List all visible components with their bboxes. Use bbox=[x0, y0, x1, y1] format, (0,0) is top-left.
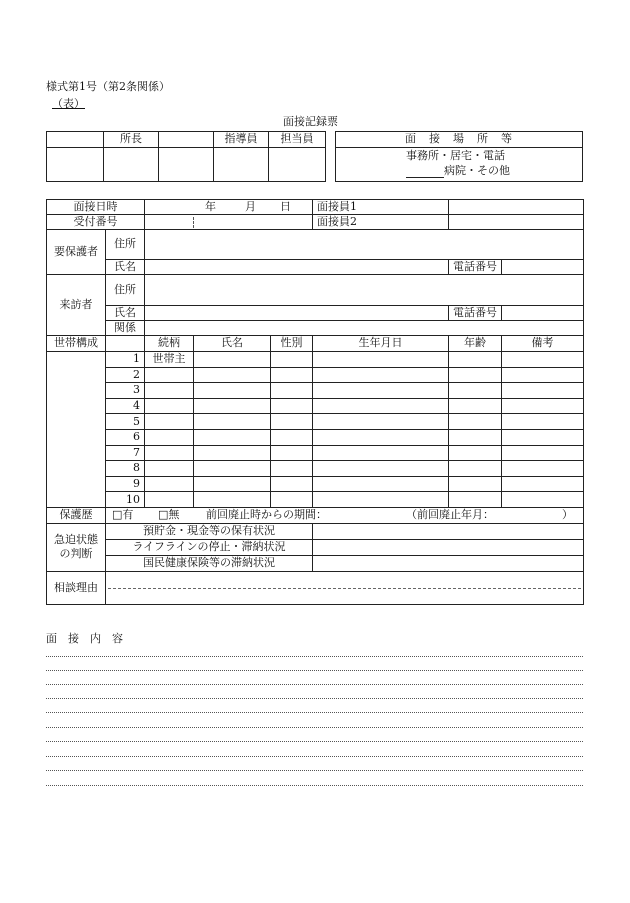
row-number: 7 bbox=[106, 445, 145, 461]
table-cell[interactable] bbox=[449, 414, 502, 430]
content-line bbox=[46, 656, 583, 657]
table-cell[interactable] bbox=[145, 461, 194, 477]
table-cell[interactable] bbox=[145, 476, 194, 492]
table-cell[interactable] bbox=[194, 414, 271, 430]
table-cell[interactable] bbox=[271, 414, 313, 430]
stamp-cell[interactable] bbox=[47, 148, 104, 182]
table-cell[interactable] bbox=[449, 429, 502, 445]
name-label: 氏名 bbox=[106, 260, 145, 275]
table-cell[interactable] bbox=[194, 383, 271, 399]
insurance-field[interactable] bbox=[313, 555, 584, 571]
table-cell[interactable] bbox=[271, 398, 313, 414]
table-cell[interactable] bbox=[145, 429, 194, 445]
last-abolished-label: （前回廃止年月： bbox=[406, 507, 494, 521]
table-cell[interactable] bbox=[271, 445, 313, 461]
table-cell[interactable] bbox=[194, 429, 271, 445]
table-cell[interactable] bbox=[502, 492, 584, 508]
table-cell[interactable] bbox=[502, 461, 584, 477]
reception-no-field[interactable] bbox=[145, 215, 313, 230]
table-row bbox=[47, 476, 584, 492]
table-cell[interactable] bbox=[449, 352, 502, 368]
col-relation: 続柄 bbox=[145, 336, 194, 352]
table-cell[interactable] bbox=[194, 352, 271, 368]
table-cell[interactable] bbox=[502, 398, 584, 414]
table-cell[interactable] bbox=[194, 367, 271, 383]
place-title: 面 接 場 所 等 bbox=[336, 132, 583, 148]
table-cell[interactable] bbox=[313, 398, 449, 414]
form-number: 様式第1号（第2条関係） bbox=[46, 80, 170, 93]
table-cell[interactable] bbox=[313, 492, 449, 508]
relation-label: 関係 bbox=[106, 321, 145, 336]
address-label: 住所 bbox=[106, 275, 145, 306]
table-cell[interactable] bbox=[502, 414, 584, 430]
table-row bbox=[47, 383, 584, 399]
approval-table bbox=[46, 131, 326, 182]
content-line bbox=[46, 756, 583, 757]
head-of-household: 世帯主 bbox=[145, 352, 194, 368]
table-cell[interactable] bbox=[313, 445, 449, 461]
row-number: 8 bbox=[106, 461, 145, 477]
main-form-table bbox=[46, 199, 584, 605]
table-row bbox=[47, 429, 584, 445]
content-line bbox=[46, 670, 583, 671]
table-cell[interactable] bbox=[194, 492, 271, 508]
stamp-cell[interactable] bbox=[214, 148, 269, 182]
row-number: 3 bbox=[106, 383, 145, 399]
interviewer2-label: 面接員2 bbox=[313, 215, 449, 230]
table-row bbox=[47, 398, 584, 414]
col-age: 年齢 bbox=[449, 336, 502, 352]
consult-reason-label: 相談理由 bbox=[47, 571, 106, 604]
interviewer2-field[interactable] bbox=[449, 215, 584, 230]
table-cell[interactable] bbox=[449, 461, 502, 477]
table-cell[interactable] bbox=[313, 367, 449, 383]
table-row bbox=[47, 414, 584, 430]
table-cell[interactable] bbox=[449, 492, 502, 508]
address-label: 住所 bbox=[106, 230, 145, 260]
urgent-status-label: 急迫状態 の判断 bbox=[47, 523, 106, 571]
consult-reason-line bbox=[108, 588, 581, 589]
reception-divider bbox=[193, 217, 194, 228]
row-number: 9 bbox=[106, 476, 145, 492]
table-cell[interactable] bbox=[194, 398, 271, 414]
table-cell[interactable] bbox=[449, 367, 502, 383]
table-cell[interactable] bbox=[313, 414, 449, 430]
table-row bbox=[47, 492, 584, 508]
director-label: 所長 bbox=[104, 132, 159, 148]
reception-no-label: 受付番号 bbox=[47, 215, 145, 230]
table-cell[interactable] bbox=[271, 383, 313, 399]
month-label: 月 bbox=[245, 200, 256, 213]
table-cell[interactable] bbox=[502, 383, 584, 399]
day-label: 日 bbox=[280, 200, 291, 213]
table-cell[interactable] bbox=[145, 367, 194, 383]
phone-label: 電話番号 bbox=[449, 260, 502, 275]
protection-history-field bbox=[106, 507, 584, 523]
table-cell[interactable] bbox=[271, 461, 313, 477]
table-cell[interactable] bbox=[145, 445, 194, 461]
table-cell[interactable] bbox=[313, 383, 449, 399]
col-gender: 性別 bbox=[271, 336, 313, 352]
stamp-cell[interactable] bbox=[269, 148, 326, 182]
row-number: 4 bbox=[106, 398, 145, 414]
visitor-phone-field[interactable] bbox=[502, 306, 584, 321]
table-cell[interactable] bbox=[313, 461, 449, 477]
table-cell[interactable] bbox=[502, 445, 584, 461]
table-cell[interactable] bbox=[271, 352, 313, 368]
has-checkbox[interactable]: □有 bbox=[112, 507, 134, 521]
table-cell[interactable] bbox=[313, 429, 449, 445]
content-line bbox=[46, 712, 583, 713]
content-line bbox=[46, 684, 583, 685]
protected-person-label: 要保護者 bbox=[47, 230, 106, 275]
table-cell[interactable] bbox=[271, 492, 313, 508]
row-number: 5 bbox=[106, 414, 145, 430]
table-cell[interactable] bbox=[449, 476, 502, 492]
content-line bbox=[46, 785, 583, 786]
table-cell[interactable] bbox=[194, 476, 271, 492]
table-cell[interactable] bbox=[145, 414, 194, 430]
name-label: 氏名 bbox=[106, 306, 145, 321]
protected-name-field[interactable] bbox=[145, 260, 449, 275]
table-cell[interactable] bbox=[449, 445, 502, 461]
page-title: 面接記録票 bbox=[283, 115, 338, 128]
table-cell[interactable] bbox=[145, 398, 194, 414]
row-number: 1 bbox=[106, 352, 145, 368]
place-table bbox=[335, 131, 583, 182]
col-notes: 備考 bbox=[502, 336, 584, 352]
content-line bbox=[46, 741, 583, 742]
interviewer1-label: 面接員1 bbox=[313, 200, 449, 215]
place-line1: 事務所・居宅・電話 bbox=[406, 149, 505, 162]
table-cell[interactable] bbox=[449, 398, 502, 414]
household-side bbox=[47, 352, 106, 508]
table-row bbox=[47, 367, 584, 383]
table-cell[interactable] bbox=[502, 352, 584, 368]
household-label: 世帯構成 bbox=[47, 336, 106, 352]
col-name: 氏名 bbox=[194, 336, 271, 352]
lifeline-label: ライフラインの停止・滞納状況 bbox=[106, 539, 313, 555]
table-row bbox=[47, 445, 584, 461]
content-line bbox=[46, 770, 583, 771]
staff-label: 担当員 bbox=[269, 132, 326, 148]
side-label: （表） bbox=[52, 97, 85, 110]
interview-datetime-label: 面接日時 bbox=[47, 200, 145, 215]
close-paren: ） bbox=[562, 507, 573, 521]
place-line2: 病院・その他 bbox=[444, 164, 510, 177]
visitor-name-field[interactable] bbox=[145, 306, 449, 321]
stamp-cell[interactable] bbox=[159, 148, 214, 182]
visitor-address-field[interactable] bbox=[145, 275, 584, 306]
protection-history-label: 保護歴 bbox=[47, 507, 106, 523]
table-row bbox=[47, 461, 584, 477]
content-line bbox=[46, 698, 583, 699]
visitor-relation-field[interactable] bbox=[145, 321, 584, 336]
table-cell[interactable] bbox=[271, 476, 313, 492]
lifeline-field[interactable] bbox=[313, 539, 584, 555]
consult-reason-field[interactable] bbox=[106, 571, 584, 604]
table-cell[interactable] bbox=[449, 383, 502, 399]
table-cell[interactable] bbox=[502, 367, 584, 383]
col-birth: 生年月日 bbox=[313, 336, 449, 352]
place-blank bbox=[406, 165, 444, 178]
table-cell[interactable] bbox=[145, 383, 194, 399]
table-cell[interactable] bbox=[194, 461, 271, 477]
supervisor-label: 指導員 bbox=[214, 132, 269, 148]
interview-datetime-field[interactable] bbox=[145, 200, 313, 215]
year-label: 年 bbox=[205, 200, 216, 213]
table-cell[interactable] bbox=[502, 476, 584, 492]
row-number: 6 bbox=[106, 429, 145, 445]
table-cell[interactable] bbox=[313, 476, 449, 492]
period-since-label: 前回廃止時からの期間： bbox=[206, 507, 327, 521]
content-line bbox=[46, 727, 583, 728]
protected-address-field[interactable] bbox=[145, 230, 584, 260]
phone-label: 電話番号 bbox=[449, 306, 502, 321]
savings-label: 預貯金・現金等の保有状況 bbox=[106, 523, 313, 539]
row-number: 10 bbox=[106, 492, 145, 508]
table-cell[interactable] bbox=[313, 352, 449, 368]
stamp-cell[interactable] bbox=[104, 148, 159, 182]
content-section-title: 面 接 内 容 bbox=[46, 632, 123, 645]
table-cell[interactable] bbox=[271, 429, 313, 445]
row-number: 2 bbox=[106, 367, 145, 383]
insurance-label: 国民健康保険等の滞納状況 bbox=[106, 555, 313, 571]
savings-field[interactable] bbox=[313, 523, 584, 539]
visitor-label: 来訪者 bbox=[47, 275, 106, 336]
table-cell[interactable] bbox=[502, 429, 584, 445]
place-options[interactable] bbox=[336, 148, 583, 182]
interviewer1-field[interactable] bbox=[449, 200, 584, 215]
none-checkbox[interactable]: □無 bbox=[158, 507, 180, 521]
protected-phone-field[interactable] bbox=[502, 260, 584, 275]
table-cell[interactable] bbox=[145, 492, 194, 508]
table-cell[interactable] bbox=[194, 445, 271, 461]
table-cell[interactable] bbox=[271, 367, 313, 383]
